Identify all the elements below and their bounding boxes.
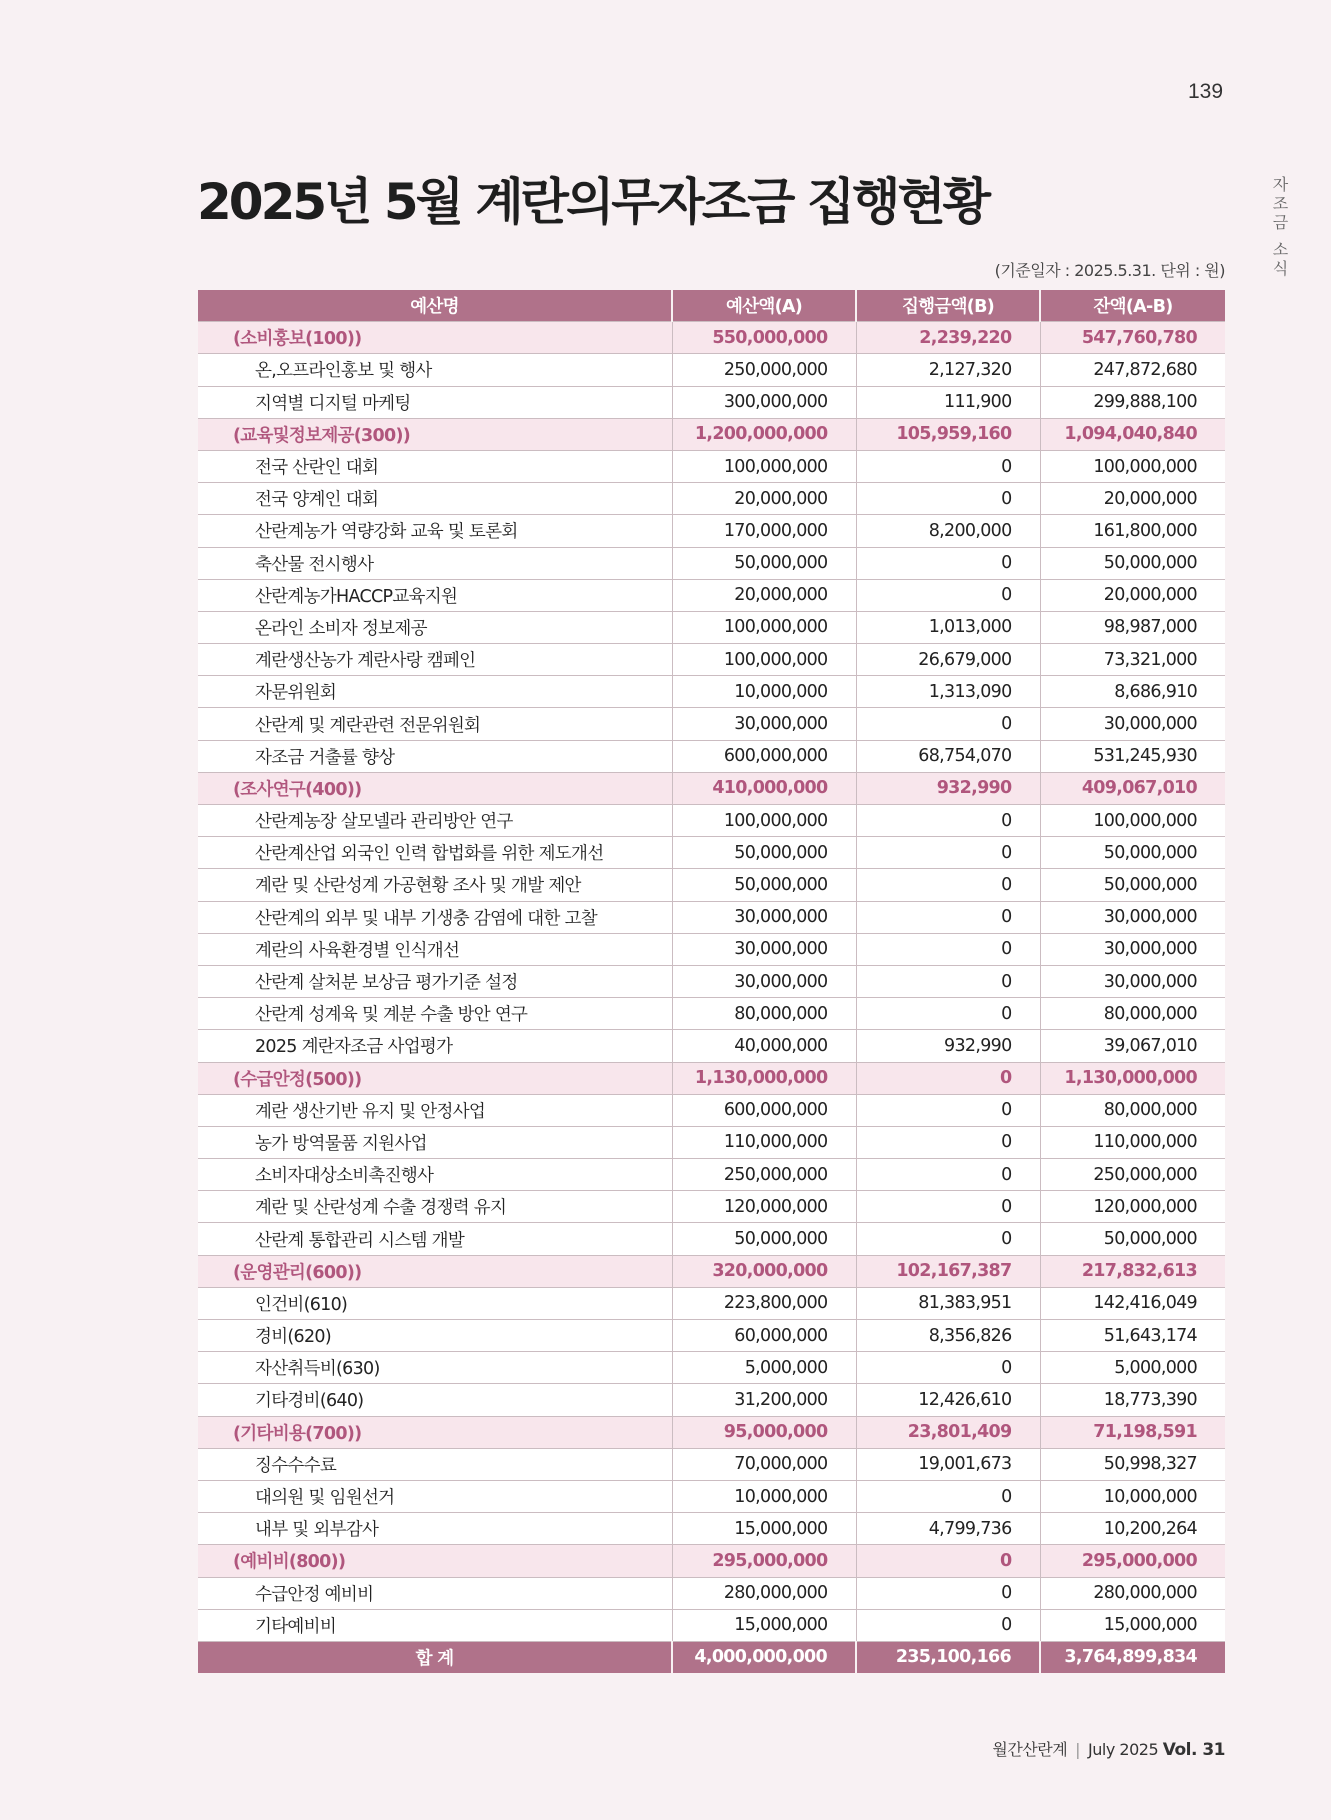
cell-spent-amount: 0 (856, 933, 1040, 965)
cell-balance: 73,321,000 (1040, 644, 1225, 676)
cell-balance: 51,643,174 (1040, 1320, 1225, 1352)
cell-budget-name: 산란계농가 역량강화 교육 및 토론회 (198, 515, 672, 547)
cell-spent-amount: 0 (856, 965, 1040, 997)
category-row (198, 772, 1225, 804)
footer (992, 1737, 1225, 1760)
cell-spent-amount: 19,001,673 (856, 1448, 1040, 1480)
table-row (198, 386, 1225, 418)
cell-spent-amount: 0 (856, 998, 1040, 1030)
cell-spent-amount: 0 (856, 547, 1040, 579)
cell-budget-amount: 1,130,000,000 (672, 1062, 856, 1094)
cell-budget-name: 전국 산란인 대회 (198, 450, 672, 482)
cell-spent-amount: 0 (856, 837, 1040, 869)
cell-spent-amount: 0 (856, 483, 1040, 515)
cell-budget-amount: 410,000,000 (672, 772, 856, 804)
cell-spent-amount: 0 (856, 579, 1040, 611)
table-row (198, 1448, 1225, 1480)
budget-table (198, 290, 1225, 1673)
cell-spent-amount: 2,239,220 (856, 322, 1040, 354)
cell-spent-amount: 8,200,000 (856, 515, 1040, 547)
table-row (198, 1352, 1225, 1384)
cell-spent-amount: 81,383,951 (856, 1287, 1040, 1319)
cell-balance: 110,000,000 (1040, 1126, 1225, 1158)
cell-balance: 50,000,000 (1040, 869, 1225, 901)
cell-budget-amount: 170,000,000 (672, 515, 856, 547)
cell-budget-name: 온,오프라인홍보 및 행사 (198, 354, 672, 386)
table-row (198, 708, 1225, 740)
cell-budget-amount: 20,000,000 (672, 483, 856, 515)
cell-balance: 50,000,000 (1040, 837, 1225, 869)
cell-budget-name: 계란 생산기반 유지 및 안정사업 (198, 1094, 672, 1126)
cell-budget-amount: 600,000,000 (672, 1094, 856, 1126)
cell-balance: 1,094,040,840 (1040, 418, 1225, 450)
cell-balance: 30,000,000 (1040, 965, 1225, 997)
cell-budget-amount: 100,000,000 (672, 611, 856, 643)
table-row (198, 1030, 1225, 1062)
cell-budget-amount: 5,000,000 (672, 1352, 856, 1384)
cell-balance: 30,000,000 (1040, 933, 1225, 965)
table-row (198, 579, 1225, 611)
cell-balance: 161,800,000 (1040, 515, 1225, 547)
cell-budget-amount: 50,000,000 (672, 1223, 856, 1255)
cell-spent-amount: 0 (856, 901, 1040, 933)
cell-spent-amount: 0 (856, 1062, 1040, 1094)
table-row (198, 837, 1225, 869)
cell-budget-name: 전국 양계인 대회 (198, 483, 672, 515)
table-row (198, 354, 1225, 386)
total-label: 합 계 (198, 1641, 672, 1673)
header-budget-amount: 예산액(A) (672, 290, 856, 322)
cell-budget-amount: 30,000,000 (672, 901, 856, 933)
table-row (198, 515, 1225, 547)
cell-balance: 80,000,000 (1040, 998, 1225, 1030)
total-spent: 235,100,166 (856, 1641, 1040, 1673)
cell-spent-amount: 0 (856, 1609, 1040, 1641)
cell-budget-name: 대의원 및 임원선거 (198, 1480, 672, 1512)
cell-budget-amount: 10,000,000 (672, 1480, 856, 1512)
footer-magazine: 월간산란계 (992, 1740, 1068, 1759)
cell-balance: 30,000,000 (1040, 901, 1225, 933)
cell-budget-amount: 31,200,000 (672, 1384, 856, 1416)
cell-spent-amount: 0 (856, 708, 1040, 740)
basis-note: (기준일자 : 2025.5.31. 단위 : 원) (994, 261, 1225, 280)
cell-balance: 20,000,000 (1040, 483, 1225, 515)
cell-spent-amount: 932,990 (856, 772, 1040, 804)
cell-budget-amount: 30,000,000 (672, 708, 856, 740)
cell-budget-amount: 80,000,000 (672, 998, 856, 1030)
cell-balance: 15,000,000 (1040, 1609, 1225, 1641)
cell-spent-amount: 0 (856, 1352, 1040, 1384)
section-side-label: 자조금 소식 (1270, 176, 1289, 280)
cell-balance: 100,000,000 (1040, 450, 1225, 482)
table-row (198, 901, 1225, 933)
table-row (198, 676, 1225, 708)
cell-budget-amount: 50,000,000 (672, 547, 856, 579)
table-row (198, 1126, 1225, 1158)
cell-balance: 547,760,780 (1040, 322, 1225, 354)
cell-balance: 280,000,000 (1040, 1577, 1225, 1609)
header-balance: 잔액(A-B) (1040, 290, 1225, 322)
table-row (198, 869, 1225, 901)
table-row (198, 1513, 1225, 1545)
cell-budget-name: 산란계 및 계란관련 전문위원회 (198, 708, 672, 740)
category-row (198, 1062, 1225, 1094)
header-spent-amount: 집행금액(B) (856, 290, 1040, 322)
header-budget-name: 예산명 (198, 290, 672, 322)
cell-budget-amount: 100,000,000 (672, 805, 856, 837)
cell-budget-name: 계란생산농가 계란사랑 캠페인 (198, 644, 672, 676)
cell-budget-name: (수급안정(500)) (198, 1062, 672, 1094)
table-row (198, 998, 1225, 1030)
cell-budget-amount: 295,000,000 (672, 1545, 856, 1577)
cell-spent-amount: 105,959,160 (856, 418, 1040, 450)
cell-budget-name: 산란계산업 외국인 인력 합법화를 위한 제도개선 (198, 837, 672, 869)
cell-spent-amount: 0 (856, 1577, 1040, 1609)
cell-balance: 247,872,680 (1040, 354, 1225, 386)
cell-spent-amount: 0 (856, 1094, 1040, 1126)
cell-budget-name: (소비홍보(100)) (198, 322, 672, 354)
cell-budget-amount: 120,000,000 (672, 1191, 856, 1223)
cell-balance: 10,200,264 (1040, 1513, 1225, 1545)
cell-spent-amount: 1,313,090 (856, 676, 1040, 708)
table-row (198, 1287, 1225, 1319)
table-row (198, 644, 1225, 676)
cell-budget-amount: 320,000,000 (672, 1255, 856, 1287)
cell-spent-amount: 23,801,409 (856, 1416, 1040, 1448)
cell-budget-amount: 95,000,000 (672, 1416, 856, 1448)
category-row (198, 1416, 1225, 1448)
cell-budget-name: 계란 및 산란성계 수출 경쟁력 유지 (198, 1191, 672, 1223)
cell-budget-name: (교육및정보제공(300)) (198, 418, 672, 450)
table-row (198, 1609, 1225, 1641)
cell-balance: 80,000,000 (1040, 1094, 1225, 1126)
cell-spent-amount: 0 (856, 450, 1040, 482)
cell-budget-name: 지역별 디지털 마케팅 (198, 386, 672, 418)
cell-budget-name: 소비자대상소비촉진행사 (198, 1159, 672, 1191)
cell-budget-name: 자조금 거출률 향상 (198, 740, 672, 772)
cell-balance: 98,987,000 (1040, 611, 1225, 643)
header-row (198, 290, 1225, 322)
cell-budget-name: 기타예비비 (198, 1609, 672, 1641)
cell-budget-name: 산란계농장 살모넬라 관리방안 연구 (198, 805, 672, 837)
cell-spent-amount: 12,426,610 (856, 1384, 1040, 1416)
cell-budget-name: (조사연구(400)) (198, 772, 672, 804)
total-balance: 3,764,899,834 (1040, 1641, 1225, 1673)
cell-budget-name: 산란계 통합관리 시스템 개발 (198, 1223, 672, 1255)
cell-spent-amount: 4,799,736 (856, 1513, 1040, 1545)
cell-budget-amount: 50,000,000 (672, 837, 856, 869)
category-row (198, 322, 1225, 354)
table-row (198, 483, 1225, 515)
cell-budget-name: 2025 계란자조금 사업평가 (198, 1030, 672, 1062)
cell-balance: 50,000,000 (1040, 1223, 1225, 1255)
cell-balance: 18,773,390 (1040, 1384, 1225, 1416)
table-row (198, 1384, 1225, 1416)
category-row (198, 1545, 1225, 1577)
cell-budget-name: 자문위원회 (198, 676, 672, 708)
cell-budget-name: 징수수수료 (198, 1448, 672, 1480)
cell-balance: 50,998,327 (1040, 1448, 1225, 1480)
cell-budget-name: 계란 및 산란성계 가공현황 조사 및 개발 제안 (198, 869, 672, 901)
cell-budget-amount: 10,000,000 (672, 676, 856, 708)
cell-budget-name: 계란의 사육환경별 인식개선 (198, 933, 672, 965)
cell-spent-amount: 26,679,000 (856, 644, 1040, 676)
cell-balance: 120,000,000 (1040, 1191, 1225, 1223)
table-row (198, 1159, 1225, 1191)
cell-budget-name: (기타비용(700)) (198, 1416, 672, 1448)
cell-spent-amount: 0 (856, 869, 1040, 901)
table-header (198, 290, 1225, 322)
cell-spent-amount: 0 (856, 805, 1040, 837)
cell-budget-amount: 30,000,000 (672, 933, 856, 965)
table-row (198, 1320, 1225, 1352)
cell-budget-amount: 40,000,000 (672, 1030, 856, 1062)
cell-budget-name: (운영관리(600)) (198, 1255, 672, 1287)
cell-balance: 5,000,000 (1040, 1352, 1225, 1384)
cell-balance: 217,832,613 (1040, 1255, 1225, 1287)
cell-budget-name: 인건비(610) (198, 1287, 672, 1319)
cell-spent-amount: 932,990 (856, 1030, 1040, 1062)
category-row (198, 1255, 1225, 1287)
cell-budget-amount: 100,000,000 (672, 644, 856, 676)
cell-balance: 10,000,000 (1040, 1480, 1225, 1512)
cell-budget-amount: 15,000,000 (672, 1609, 856, 1641)
cell-spent-amount: 102,167,387 (856, 1255, 1040, 1287)
table-row (198, 1480, 1225, 1512)
cell-budget-name: 산란계 성계육 및 계분 수출 방안 연구 (198, 998, 672, 1030)
table-row (198, 547, 1225, 579)
cell-budget-amount: 550,000,000 (672, 322, 856, 354)
cell-spent-amount: 0 (856, 1191, 1040, 1223)
cell-budget-name: 자산취득비(630) (198, 1352, 672, 1384)
category-row (198, 418, 1225, 450)
cell-spent-amount: 0 (856, 1480, 1040, 1512)
cell-budget-amount: 70,000,000 (672, 1448, 856, 1480)
cell-budget-name: 기타경비(640) (198, 1384, 672, 1416)
cell-budget-name: 산란계의 외부 및 내부 기생충 감염에 대한 고찰 (198, 901, 672, 933)
cell-balance: 409,067,010 (1040, 772, 1225, 804)
cell-budget-amount: 600,000,000 (672, 740, 856, 772)
cell-budget-amount: 250,000,000 (672, 1159, 856, 1191)
cell-budget-name: (예비비(800)) (198, 1545, 672, 1577)
cell-budget-name: 경비(620) (198, 1320, 672, 1352)
table-row (198, 1094, 1225, 1126)
cell-budget-amount: 1,200,000,000 (672, 418, 856, 450)
cell-budget-amount: 250,000,000 (672, 354, 856, 386)
cell-balance: 20,000,000 (1040, 579, 1225, 611)
footer-issue: July 2025 (1088, 1740, 1159, 1759)
cell-budget-amount: 280,000,000 (672, 1577, 856, 1609)
cell-balance: 39,067,010 (1040, 1030, 1225, 1062)
cell-balance: 295,000,000 (1040, 1545, 1225, 1577)
cell-spent-amount: 0 (856, 1126, 1040, 1158)
cell-balance: 50,000,000 (1040, 547, 1225, 579)
table-row (198, 1191, 1225, 1223)
cell-budget-amount: 30,000,000 (672, 965, 856, 997)
table-body (198, 322, 1225, 1642)
table-row (198, 805, 1225, 837)
cell-balance: 250,000,000 (1040, 1159, 1225, 1191)
table-row (198, 933, 1225, 965)
cell-balance: 30,000,000 (1040, 708, 1225, 740)
page-number: 139 (1188, 80, 1224, 103)
footer-separator: | (1075, 1740, 1081, 1759)
total-budget: 4,000,000,000 (672, 1641, 856, 1673)
cell-spent-amount: 8,356,826 (856, 1320, 1040, 1352)
cell-budget-name: 수급안정 예비비 (198, 1577, 672, 1609)
cell-budget-name: 내부 및 외부감사 (198, 1513, 672, 1545)
cell-balance: 1,130,000,000 (1040, 1062, 1225, 1094)
cell-budget-name: 온라인 소비자 정보제공 (198, 611, 672, 643)
cell-balance: 299,888,100 (1040, 386, 1225, 418)
page-title: 2025년 5월 계란의무자조금 집행현황 (197, 173, 989, 231)
cell-spent-amount: 0 (856, 1545, 1040, 1577)
cell-budget-amount: 15,000,000 (672, 1513, 856, 1545)
table-row (198, 740, 1225, 772)
cell-budget-amount: 100,000,000 (672, 450, 856, 482)
cell-budget-name: 축산물 전시행사 (198, 547, 672, 579)
cell-budget-amount: 50,000,000 (672, 869, 856, 901)
cell-balance: 71,198,591 (1040, 1416, 1225, 1448)
cell-budget-amount: 60,000,000 (672, 1320, 856, 1352)
cell-balance: 100,000,000 (1040, 805, 1225, 837)
table-row (198, 1577, 1225, 1609)
cell-balance: 8,686,910 (1040, 676, 1225, 708)
cell-budget-amount: 223,800,000 (672, 1287, 856, 1319)
table-row (198, 450, 1225, 482)
cell-budget-amount: 300,000,000 (672, 386, 856, 418)
cell-spent-amount: 1,013,000 (856, 611, 1040, 643)
cell-spent-amount: 2,127,320 (856, 354, 1040, 386)
cell-spent-amount: 68,754,070 (856, 740, 1040, 772)
table-row (198, 965, 1225, 997)
footer-volume: Vol. 31 (1162, 1740, 1225, 1760)
table-row (198, 611, 1225, 643)
cell-spent-amount: 0 (856, 1159, 1040, 1191)
cell-balance: 142,416,049 (1040, 1287, 1225, 1319)
cell-budget-name: 농가 방역물품 지원사업 (198, 1126, 672, 1158)
cell-budget-name: 산란계농가HACCP교육지원 (198, 579, 672, 611)
cell-budget-name: 산란계 살처분 보상금 평가기준 설정 (198, 965, 672, 997)
cell-budget-amount: 110,000,000 (672, 1126, 856, 1158)
cell-budget-amount: 20,000,000 (672, 579, 856, 611)
total-row (198, 1641, 1225, 1673)
cell-spent-amount: 111,900 (856, 386, 1040, 418)
cell-spent-amount: 0 (856, 1223, 1040, 1255)
cell-balance: 531,245,930 (1040, 740, 1225, 772)
table-row (198, 1223, 1225, 1255)
